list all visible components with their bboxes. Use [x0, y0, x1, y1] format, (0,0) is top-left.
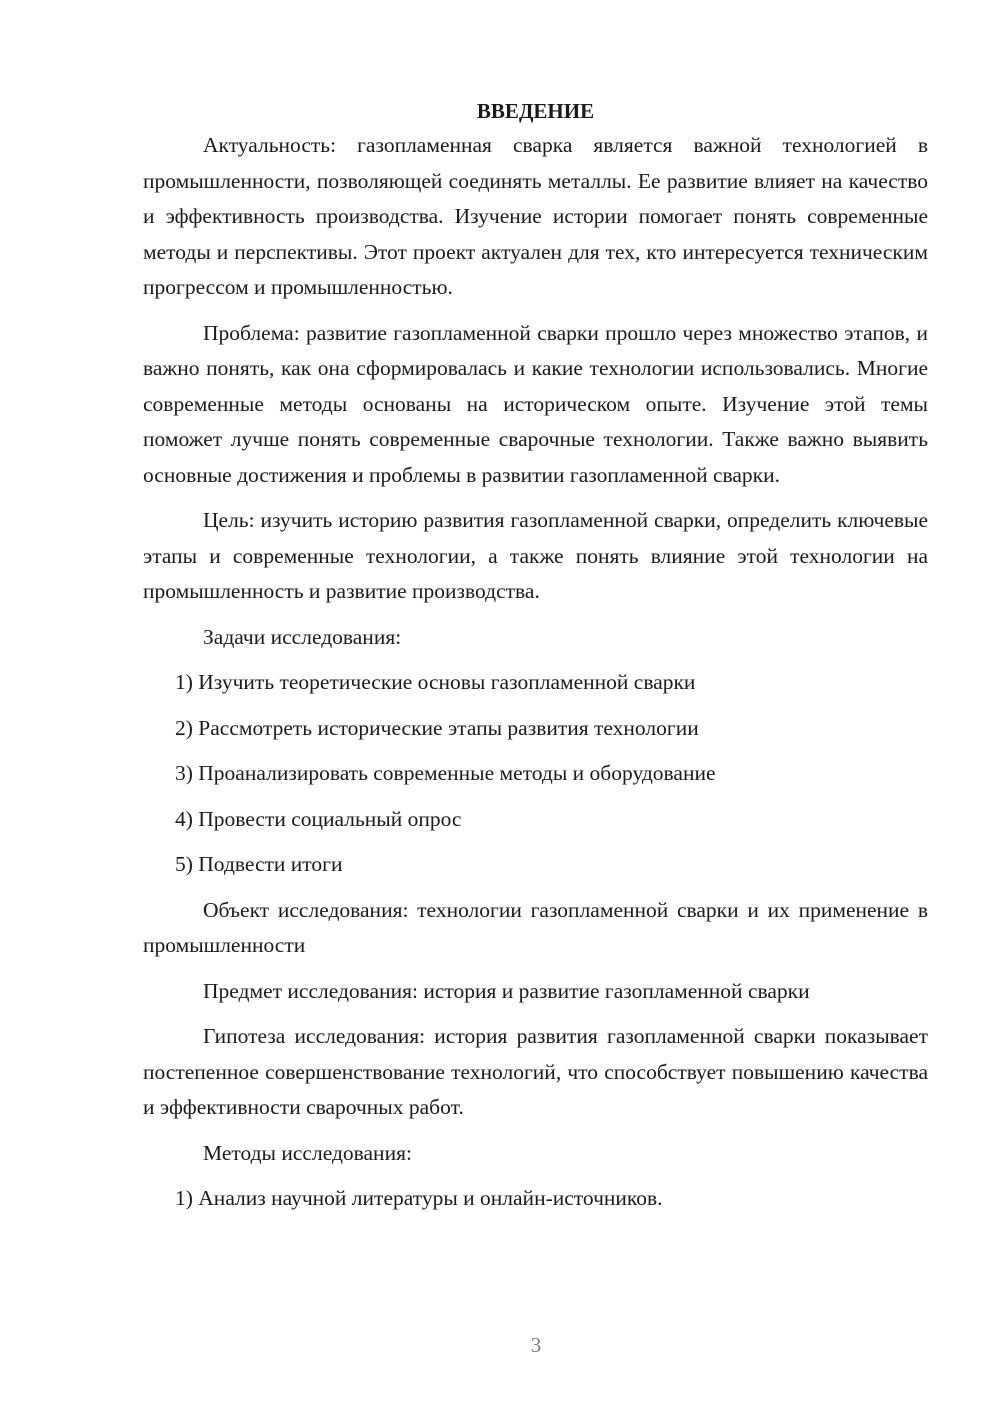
object-paragraph: Объект исследования: технологии газопламенной сварки и их применение в промышленности: [143, 897, 928, 957]
task-item-5: 5) Подвести итоги: [175, 852, 343, 876]
section-title: ВВЕДЕНИЕ: [476, 99, 595, 123]
task-item-4: 4) Провести социальный опрос: [175, 806, 462, 831]
tasks-heading: Задачи исследования:: [203, 624, 402, 649]
task-item-3: 3) Проанализировать современные методы и оборудование: [175, 761, 716, 785]
methods-heading: Методы исследования:: [203, 1140, 412, 1165]
task-item-1: 1) Изучить теоретические основы газопламенной сварки: [175, 670, 696, 694]
document-page: [143, 94, 928, 1217]
hypothesis-paragraph: Гипотеза исследования: история развития газопламенной сварки показывает постепенное совершенствование технологий, что способствует повышению качества и эффективности сварочных работ.: [143, 1024, 928, 1119]
page-number: 3: [530, 1333, 542, 1357]
method-item-1: 1) Анализ научной литературы и онлайн-источников.: [175, 1186, 663, 1210]
relevance-paragraph: Актуальность: газопламенная сварка является важной технологией в промышленности, позволяющей соединять металлы. Ее развитие влияет на качество и эффективность производства. Изучение истории помогает понять современные методы и перспективы. Этот проект актуален для тех, кто интересуется техническим прогрессом и промышленностью.: [143, 133, 928, 299]
goal-paragraph: Цель: изучить историю развития газопламенной сварки, определить ключевые этапы и современные технологии, а также понять влияние этой технологии на промышленность и развитие производства.: [143, 508, 928, 603]
task-item-2: 2) Рассмотреть исторические этапы развития технологии: [175, 715, 699, 740]
subject-paragraph: Предмет исследования: история и развитие газопламенной сварки: [203, 978, 810, 1003]
problem-paragraph: Проблема: развитие газопламенной сварки прошло через множество этапов, и важно понять, как она сформировалась и какие технологии использовались. Многие современные методы основаны на историческом опыте. Изучение этой темы поможет лучше понять современные сварочные технологии. Также важно выявить основные достижения и проблемы в развитии газопламенной сварки.: [143, 320, 928, 487]
